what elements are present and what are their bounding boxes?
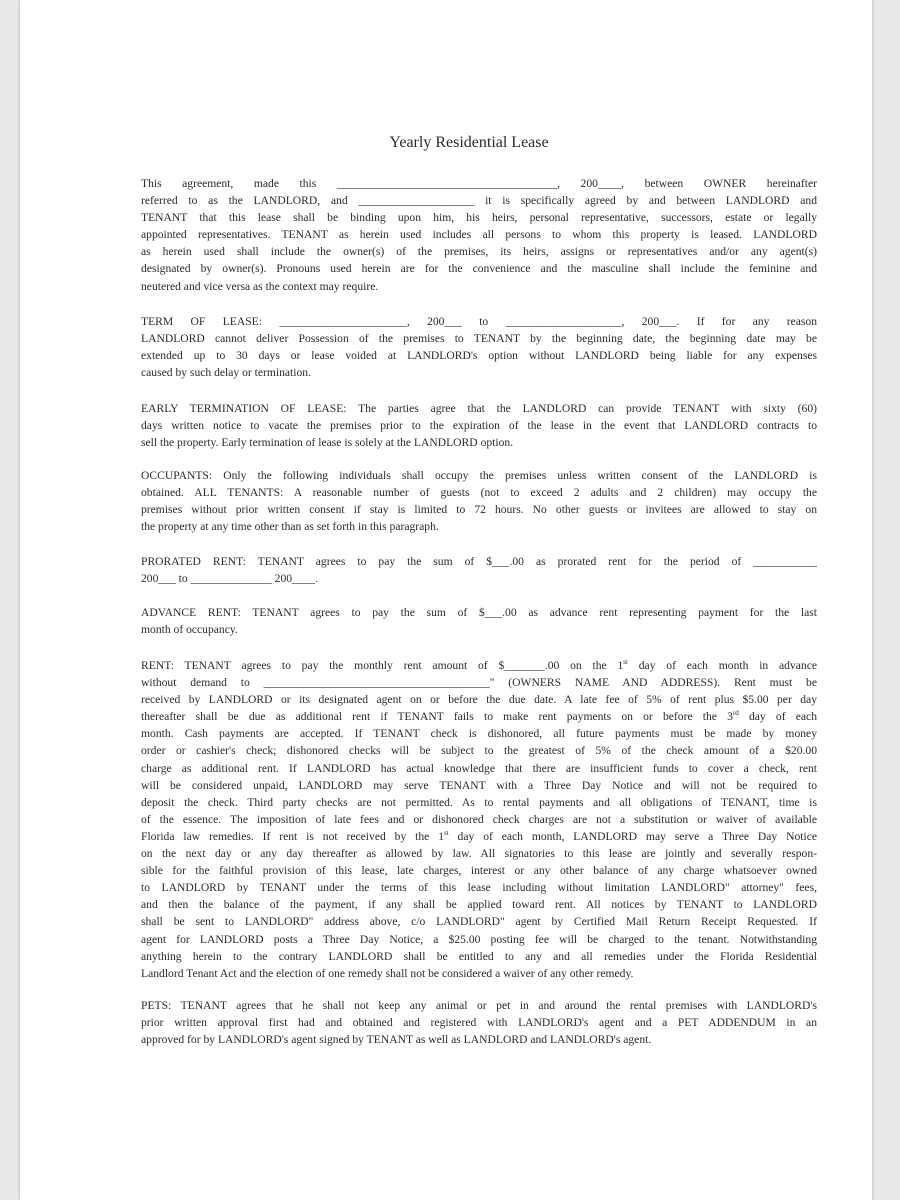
text-line: Landlord Tenant Act and the election of one remedy shall not be considered a waiver of any other remedy.	[141, 966, 634, 980]
text-line: ADVANCE RENT: TENANT agrees to pay the sum of $___.00 as advance rent representing payment for the last	[141, 606, 817, 619]
text-line: designated by owner(s). Pronouns used herein are for the convenience and the masculine shall include the feminine and	[141, 262, 817, 276]
paragraph-prorated-rent	[141, 553, 817, 587]
text-line: on the next day or any day thereafter as allowed by law. All signatories to this lease are jointly and severally respon-	[141, 847, 817, 861]
text-line: PETS: TENANT agrees that he shall not keep any animal or pet in and around the rental premises with LANDLORD's	[141, 999, 817, 1012]
text-line: RENT: TENANT agrees to pay the monthly rent amount of $_______.00 on the 1st day of each month in advance	[141, 658, 817, 672]
paragraph-early-termination	[141, 400, 817, 451]
text-line: 200___ to ______________ 200____.	[141, 572, 319, 586]
text-line: deposit the check. Third party checks are not permitted. As to rental payments and all obligations of TENANT, time is	[141, 795, 817, 809]
text-line: sible for the faithful provision of this lease, late charges, interest or any other balance of any charge whatsoever owned	[141, 864, 817, 878]
text-line: extended up to 30 days or lease voided at LANDLORD's option without LANDLORD being liable for any expenses	[141, 349, 817, 363]
text-line: will be considered unpaid, LANDLORD may serve TENANT with a Three Day Notice and will not be required to	[141, 778, 817, 792]
text-line: days written notice to vacate the premises prior to the expiration of the lease in the event that LANDLORD contracts to	[141, 419, 817, 433]
text-line: OCCUPANTS: Only the following individuals shall occupy the premises unless written consent of the LANDLORD is	[141, 469, 817, 482]
text-line: order or cashier's check; dishonored checks will be subject to the greatest of 5% of the check amount of a $20.00	[141, 744, 817, 758]
paragraph-intro	[141, 175, 817, 295]
paragraph-rent	[141, 657, 817, 982]
text-line: TERM OF LEASE: ______________________, 200___ to ____________________, 200___. If for any reason	[141, 315, 817, 328]
text-line: to LANDLORD by TENANT under the terms of this lease including without limitation LANDLORD" attorney" fees,	[141, 881, 817, 895]
text-line: agent for LANDLORD posts a Three Day Notice, a $25.00 posting fee will be charged to the tenant. Notwithstanding	[141, 932, 817, 946]
paragraph-pets	[141, 997, 817, 1048]
text-line: EARLY TERMINATION OF LEASE: The parties agree that the LANDLORD can provide TENANT with sixty (60)	[141, 402, 817, 415]
text-line: the property at any time other than as set forth in this paragraph.	[141, 520, 439, 534]
ordinal-suffix: rd	[732, 709, 739, 718]
document-title: Yearly Residential Lease	[389, 134, 549, 151]
text-line: as herein used shall include the owner(s) of the premises, its heirs, assigns or representatives and/or any agent(s)	[141, 245, 817, 259]
text-line: approved for by LANDLORD's agent signed by TENANT as well as LANDLORD and LANDLORD's agent.	[141, 1033, 652, 1047]
text-line: sell the property. Early termination of lease is solely at the LANDLORD option.	[141, 436, 514, 450]
text-line: LANDLORD cannot deliver Possession of the premises to TENANT by the beginning date, the beginning date may be	[141, 332, 817, 346]
ordinal-suffix: st	[444, 828, 449, 837]
text-line: prior written approval first had and obtained and registered with LANDLORD's agent and a PET ADDENDUM in an	[141, 1016, 817, 1030]
text-line: received by LANDLORD or its designated agent on or before the due date. A late fee of 5% of rent plus $5.00 per day	[141, 693, 817, 707]
text-line: neutered and vice versa as the context may require.	[141, 279, 379, 293]
text-line: month. Cash payments are accepted. If TENANT check is dishonored, all future payments must be made by money	[141, 727, 817, 741]
paragraph-occupants	[141, 467, 817, 535]
text-line: This agreement, made this ______________________________________, 200____, between OWNER hereinafter	[141, 177, 817, 190]
text-line: month of occupancy.	[141, 623, 238, 637]
text-line: and then the balance of the payment, if any shall be applied toward rent. All notices by TENANT to LANDLORD	[141, 898, 817, 912]
text-line: appointed representatives. TENANT as herein used includes all persons to whom this property is leased. LANDLORD	[141, 228, 817, 242]
text-line: charge as additional rent. If LANDLORD has actual knowledge that there are insufficient funds to cover a check, rent	[141, 761, 817, 775]
paragraph-term-of-lease	[141, 313, 817, 381]
paragraph-advance-rent	[141, 604, 817, 638]
text-line: TENANT that this lease shall be binding upon him, his heirs, personal representative, successors, estate or legally	[141, 211, 817, 225]
text-line: caused by such delay or termination.	[141, 366, 311, 380]
text-line: referred to as the LANDLORD, and ____________________ it is specifically agreed by and between LANDLORD and	[141, 194, 817, 208]
text-line: anything herein to the contrary LANDLORD shall be entitled to any and all remedies under the Florida Residential	[141, 949, 817, 963]
text-line: shall be sent to LANDLORD" address above, c/o LANDLORD" agent by Certified Mail Return Receipt Requested. If	[141, 915, 817, 929]
text-line: premises without prior written consent if stay is limited to 72 hours. No other guests or invitees are allowed to stay on	[141, 503, 817, 517]
text-line: thereafter shall be due as additional rent if TENANT fails to make rent payments on or before the 3rd day of each	[141, 709, 817, 724]
text-line: obtained. ALL TENANTS: A reasonable number of guests (not to exceed 2 adults and 2 children) may occupy the	[141, 486, 817, 500]
document-page	[20, 0, 872, 1200]
text-line: of the essence. The imposition of late fees and or dishonored check charges are not a substitution or waiver of available	[141, 812, 817, 826]
text-line: Florida law remedies. If rent is not received by the 1st day of each month, LANDLORD may serve a Three Day Notice	[141, 828, 817, 843]
text-line: without demand to _______________________________________" (OWNERS NAME AND ADDRESS). Rent must be	[141, 676, 817, 690]
text-line: PRORATED RENT: TENANT agrees to pay the sum of $___.00 as prorated rent for the period of ___________	[141, 555, 817, 568]
ordinal-suffix: st	[623, 658, 628, 666]
